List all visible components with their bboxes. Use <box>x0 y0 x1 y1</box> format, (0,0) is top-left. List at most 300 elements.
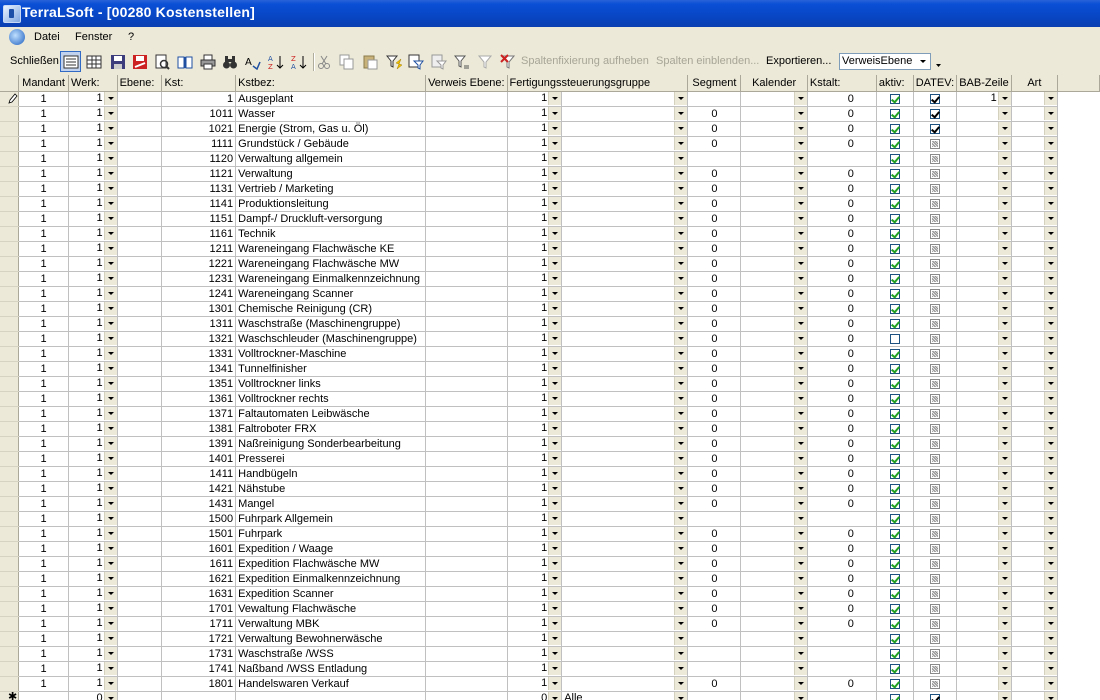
chevron-down-icon[interactable] <box>548 332 561 345</box>
row-selector[interactable] <box>0 482 19 497</box>
chevron-down-icon[interactable] <box>104 377 117 390</box>
cell-kalender[interactable] <box>741 242 808 257</box>
cell-werk[interactable] <box>69 152 118 167</box>
cell-mandant[interactable]: 1 <box>19 287 69 302</box>
datev-checkbox[interactable] <box>930 664 940 674</box>
cell-werk[interactable] <box>69 122 118 137</box>
cell-kstbez[interactable]: Handelswaren Verkauf <box>236 677 426 692</box>
row-selector[interactable] <box>0 257 19 272</box>
cell-werk[interactable] <box>69 647 118 662</box>
cell-ebene[interactable] <box>117 152 162 167</box>
cell-art[interactable] <box>1011 662 1057 677</box>
cell-mandant[interactable]: 1 <box>19 512 69 527</box>
chevron-down-icon[interactable] <box>794 557 807 570</box>
chevron-down-icon[interactable] <box>104 422 117 435</box>
cell-kstbez[interactable]: Tunnelfinisher <box>236 362 426 377</box>
chevron-down-icon[interactable] <box>794 617 807 630</box>
column-header-werk[interactable]: Werk: <box>69 75 118 92</box>
chevron-down-icon[interactable] <box>794 182 807 195</box>
cell-kalender[interactable] <box>741 272 808 287</box>
cell-aktiv[interactable] <box>876 647 913 662</box>
chevron-down-icon[interactable] <box>674 647 687 660</box>
chevron-down-icon[interactable] <box>794 332 807 345</box>
cell-fert-nr[interactable] <box>507 587 562 602</box>
cell-bab-zeile[interactable] <box>957 257 1012 272</box>
cell-verweis-ebene[interactable] <box>426 497 507 512</box>
chevron-down-icon[interactable] <box>998 242 1011 255</box>
cell-kstalt[interactable]: 0 <box>807 542 876 557</box>
aktiv-checkbox[interactable] <box>890 514 900 524</box>
cell-mandant[interactable]: 1 <box>19 542 69 557</box>
chevron-down-icon[interactable] <box>674 137 687 150</box>
cell-ebene[interactable] <box>117 287 162 302</box>
cell-kstalt[interactable]: 0 <box>807 212 876 227</box>
chevron-down-icon[interactable] <box>1044 107 1057 120</box>
chevron-down-icon[interactable] <box>794 527 807 540</box>
aktiv-checkbox[interactable] <box>890 364 900 374</box>
cell-kstalt[interactable]: 0 <box>807 467 876 482</box>
chevron-down-icon[interactable] <box>674 212 687 225</box>
cell-mandant[interactable] <box>19 692 69 700</box>
cell-kalender[interactable] <box>741 302 808 317</box>
cell-fert-nr[interactable] <box>507 257 562 272</box>
aktiv-checkbox[interactable] <box>890 424 900 434</box>
cell-bab-zeile[interactable] <box>957 122 1012 137</box>
cell-verweis-ebene[interactable] <box>426 347 507 362</box>
cell-kstalt[interactable]: 0 <box>807 437 876 452</box>
row-selector[interactable] <box>0 437 19 452</box>
chevron-down-icon[interactable] <box>548 287 561 300</box>
chevron-down-icon[interactable] <box>1044 602 1057 615</box>
cell-aktiv[interactable] <box>876 452 913 467</box>
cell-datev[interactable] <box>913 197 957 212</box>
cell-fert-group[interactable] <box>562 332 688 347</box>
row-selector[interactable] <box>0 242 19 257</box>
row-selector[interactable] <box>0 677 19 692</box>
cell-kstalt[interactable]: 0 <box>807 137 876 152</box>
cell-kalender[interactable] <box>741 437 808 452</box>
chevron-down-icon[interactable] <box>794 632 807 645</box>
aktiv-checkbox[interactable] <box>890 184 900 194</box>
chevron-down-icon[interactable] <box>998 362 1011 375</box>
cell-mandant[interactable]: 1 <box>19 497 69 512</box>
cell-fert-group[interactable] <box>562 602 688 617</box>
datev-checkbox[interactable] <box>930 109 940 119</box>
datev-checkbox[interactable] <box>930 499 940 509</box>
cell-fert-nr[interactable] <box>507 572 562 587</box>
chevron-down-icon[interactable] <box>674 242 687 255</box>
chevron-down-icon[interactable] <box>1044 257 1057 270</box>
cell-ebene[interactable] <box>117 587 162 602</box>
cell-ebene[interactable] <box>117 137 162 152</box>
cell-ebene[interactable] <box>117 647 162 662</box>
cell-kalender[interactable] <box>741 182 808 197</box>
chevron-down-icon[interactable] <box>104 227 117 240</box>
cell-fert-group[interactable] <box>562 632 688 647</box>
cell-datev[interactable] <box>913 692 957 700</box>
row-selector[interactable] <box>0 572 19 587</box>
binoculars-icon[interactable] <box>222 54 238 70</box>
cell-mandant[interactable]: 1 <box>19 347 69 362</box>
table-row[interactable] <box>0 287 1100 302</box>
chevron-down-icon[interactable] <box>794 287 807 300</box>
cell-fert-group[interactable] <box>562 392 688 407</box>
datev-checkbox[interactable] <box>930 154 940 164</box>
cell-fert-nr[interactable] <box>507 182 562 197</box>
chevron-down-icon[interactable] <box>998 527 1011 540</box>
row-selector[interactable] <box>0 212 19 227</box>
cell-kstalt[interactable]: 0 <box>807 617 876 632</box>
cell-fert-nr[interactable] <box>507 692 562 700</box>
toolbar-overflow-icon[interactable] <box>935 58 942 68</box>
cell-fert-group[interactable] <box>562 242 688 257</box>
cell-bab-zeile[interactable] <box>957 647 1012 662</box>
cell-kstalt[interactable] <box>807 647 876 662</box>
cell-fert-group[interactable] <box>562 257 688 272</box>
cell-werk[interactable] <box>69 182 118 197</box>
cell-segment[interactable]: 0 <box>688 242 741 257</box>
cell-segment[interactable]: 0 <box>688 482 741 497</box>
cell-fert-group[interactable] <box>562 557 688 572</box>
cell-fert-nr[interactable] <box>507 362 562 377</box>
chevron-down-icon[interactable] <box>1044 137 1057 150</box>
chevron-down-icon[interactable] <box>104 647 117 660</box>
chevron-down-icon[interactable] <box>548 617 561 630</box>
cell-kst[interactable]: 1311 <box>162 317 236 332</box>
row-selector[interactable] <box>0 347 19 362</box>
chevron-down-icon[interactable] <box>674 122 687 135</box>
cell-mandant[interactable]: 1 <box>19 152 69 167</box>
table-row[interactable] <box>0 167 1100 182</box>
cell-mandant[interactable]: 1 <box>19 572 69 587</box>
datev-checkbox[interactable] <box>930 619 940 629</box>
chevron-down-icon[interactable] <box>104 302 117 315</box>
chevron-down-icon[interactable] <box>998 692 1011 700</box>
cell-aktiv[interactable] <box>876 677 913 692</box>
cell-kstbez[interactable]: Naßreinigung Sonderbearbeitung <box>236 437 426 452</box>
cell-kstbez[interactable]: Wasser <box>236 107 426 122</box>
chevron-down-icon[interactable] <box>1044 527 1057 540</box>
cell-bab-zeile[interactable] <box>957 92 1012 107</box>
datev-checkbox[interactable] <box>930 634 940 644</box>
chevron-down-icon[interactable] <box>998 587 1011 600</box>
chevron-down-icon[interactable] <box>674 557 687 570</box>
cell-aktiv[interactable] <box>876 287 913 302</box>
chevron-down-icon[interactable] <box>998 332 1011 345</box>
cell-datev[interactable] <box>913 182 957 197</box>
aktiv-checkbox[interactable] <box>890 94 900 104</box>
chevron-down-icon[interactable] <box>548 497 561 510</box>
cell-fert-nr[interactable] <box>507 452 562 467</box>
column-header-kalender[interactable]: Kalender <box>741 75 808 92</box>
cell-kstalt[interactable]: 0 <box>807 332 876 347</box>
chevron-down-icon[interactable] <box>674 272 687 285</box>
cell-aktiv[interactable] <box>876 572 913 587</box>
cell-art[interactable] <box>1011 257 1057 272</box>
cell-fert-nr[interactable] <box>507 662 562 677</box>
chevron-down-icon[interactable] <box>548 632 561 645</box>
chevron-down-icon[interactable] <box>104 662 117 675</box>
cell-mandant[interactable]: 1 <box>19 92 69 107</box>
cell-werk[interactable] <box>69 197 118 212</box>
chevron-down-icon[interactable] <box>548 167 561 180</box>
chevron-down-icon[interactable] <box>998 167 1011 180</box>
cell-segment[interactable]: 0 <box>688 317 741 332</box>
cell-segment[interactable]: 0 <box>688 557 741 572</box>
datev-checkbox[interactable] <box>930 229 940 239</box>
chevron-down-icon[interactable] <box>674 497 687 510</box>
menu-datei[interactable]: Datei <box>34 31 60 43</box>
cell-bab-zeile[interactable] <box>957 347 1012 362</box>
cell-kst[interactable]: 1371 <box>162 407 236 422</box>
cell-art[interactable] <box>1011 392 1057 407</box>
chevron-down-icon[interactable] <box>1044 662 1057 675</box>
cell-mandant[interactable]: 1 <box>19 557 69 572</box>
cell-segment[interactable]: 0 <box>688 257 741 272</box>
chevron-down-icon[interactable] <box>998 227 1011 240</box>
cell-kstalt[interactable]: 0 <box>807 527 876 542</box>
chevron-down-icon[interactable] <box>548 347 561 360</box>
cell-segment[interactable]: 0 <box>688 407 741 422</box>
chevron-down-icon[interactable] <box>794 272 807 285</box>
cell-fert-nr[interactable] <box>507 197 562 212</box>
cell-art[interactable] <box>1011 452 1057 467</box>
datev-checkbox[interactable] <box>930 169 940 179</box>
cell-kalender[interactable] <box>741 572 808 587</box>
chevron-down-icon[interactable] <box>794 317 807 330</box>
datev-checkbox[interactable] <box>930 379 940 389</box>
cell-bab-zeile[interactable] <box>957 527 1012 542</box>
cell-aktiv[interactable] <box>876 527 913 542</box>
chevron-down-icon[interactable] <box>548 587 561 600</box>
datev-checkbox[interactable] <box>930 199 940 209</box>
row-selector[interactable] <box>0 302 19 317</box>
cell-kstalt[interactable]: 0 <box>807 197 876 212</box>
column-header-aktiv[interactable]: aktiv: <box>876 75 913 92</box>
aktiv-checkbox[interactable] <box>890 484 900 494</box>
print-preview-icon[interactable] <box>154 54 170 70</box>
cell-segment[interactable] <box>688 512 741 527</box>
aktiv-checkbox[interactable] <box>890 454 900 464</box>
cell-werk[interactable] <box>69 287 118 302</box>
chevron-down-icon[interactable] <box>674 227 687 240</box>
table-row[interactable] <box>0 242 1100 257</box>
table-row[interactable] <box>0 647 1100 662</box>
cell-art[interactable] <box>1011 497 1057 512</box>
cell-aktiv[interactable] <box>876 542 913 557</box>
chevron-down-icon[interactable] <box>548 107 561 120</box>
aktiv-checkbox[interactable] <box>890 169 900 179</box>
chevron-down-icon[interactable] <box>998 257 1011 270</box>
table-row[interactable] <box>0 617 1100 632</box>
cell-werk[interactable] <box>69 542 118 557</box>
chevron-down-icon[interactable] <box>998 302 1011 315</box>
chevron-down-icon[interactable] <box>548 467 561 480</box>
chevron-down-icon[interactable] <box>1044 242 1057 255</box>
aktiv-checkbox[interactable] <box>890 394 900 404</box>
cell-mandant[interactable]: 1 <box>19 422 69 437</box>
cell-kstbez[interactable]: Wareneingang Flachwäsche MW <box>236 257 426 272</box>
cell-kstalt[interactable]: 0 <box>807 287 876 302</box>
chevron-down-icon[interactable] <box>674 392 687 405</box>
cell-kstalt[interactable]: 0 <box>807 362 876 377</box>
cell-werk[interactable] <box>69 422 118 437</box>
chevron-down-icon[interactable] <box>998 662 1011 675</box>
cell-ebene[interactable] <box>117 602 162 617</box>
chevron-down-icon[interactable] <box>548 602 561 615</box>
chevron-down-icon[interactable] <box>1044 497 1057 510</box>
cell-verweis-ebene[interactable] <box>426 377 507 392</box>
cell-fert-nr[interactable] <box>507 302 562 317</box>
cell-kstbez[interactable]: Naßband /WSS Entladung <box>236 662 426 677</box>
cell-mandant[interactable]: 1 <box>19 677 69 692</box>
aktiv-checkbox[interactable] <box>890 529 900 539</box>
chevron-down-icon[interactable] <box>998 467 1011 480</box>
chevron-down-icon[interactable] <box>794 647 807 660</box>
cell-bab-zeile[interactable] <box>957 437 1012 452</box>
cell-werk[interactable] <box>69 677 118 692</box>
chevron-down-icon[interactable] <box>674 347 687 360</box>
cell-fert-group[interactable] <box>562 662 688 677</box>
cell-kstalt[interactable]: 0 <box>807 242 876 257</box>
cell-fert-nr[interactable] <box>507 677 562 692</box>
cell-art[interactable] <box>1011 167 1057 182</box>
cell-segment[interactable] <box>688 662 741 677</box>
row-selector[interactable] <box>0 167 19 182</box>
chevron-down-icon[interactable] <box>998 647 1011 660</box>
aktiv-checkbox[interactable] <box>890 319 900 329</box>
aktiv-checkbox[interactable] <box>890 619 900 629</box>
chevron-down-icon[interactable] <box>794 497 807 510</box>
cell-art[interactable] <box>1011 422 1057 437</box>
cell-verweis-ebene[interactable] <box>426 467 507 482</box>
cell-kstalt[interactable]: 0 <box>807 422 876 437</box>
cell-segment[interactable]: 0 <box>688 107 741 122</box>
aktiv-checkbox[interactable] <box>890 409 900 419</box>
cell-art[interactable] <box>1011 557 1057 572</box>
cell-mandant[interactable]: 1 <box>19 137 69 152</box>
cell-kst[interactable]: 1741 <box>162 662 236 677</box>
cell-fert-group[interactable] <box>562 647 688 662</box>
cell-bab-zeile[interactable] <box>957 302 1012 317</box>
chevron-down-icon[interactable] <box>674 167 687 180</box>
cell-aktiv[interactable] <box>876 122 913 137</box>
cell-segment[interactable]: 0 <box>688 302 741 317</box>
cell-datev[interactable] <box>913 332 957 347</box>
cell-kst[interactable]: 1341 <box>162 362 236 377</box>
table-row[interactable] <box>0 677 1100 692</box>
cell-fert-group[interactable] <box>562 272 688 287</box>
cell-werk[interactable] <box>69 527 118 542</box>
cell-art[interactable] <box>1011 227 1057 242</box>
chevron-down-icon[interactable] <box>998 347 1011 360</box>
row-selector[interactable] <box>0 617 19 632</box>
cell-bab-zeile[interactable] <box>957 317 1012 332</box>
datev-checkbox[interactable] <box>930 394 940 404</box>
column-header-mandant[interactable]: Mandant <box>19 75 69 92</box>
chevron-down-icon[interactable] <box>794 572 807 585</box>
chevron-down-icon[interactable] <box>1044 512 1057 525</box>
cell-kalender[interactable] <box>741 122 808 137</box>
cell-fert-nr[interactable] <box>507 632 562 647</box>
cell-fert-nr[interactable] <box>507 542 562 557</box>
cell-fert-group[interactable] <box>562 377 688 392</box>
cell-kst[interactable]: 1120 <box>162 152 236 167</box>
cell-kalender[interactable] <box>741 212 808 227</box>
cell-bab-zeile[interactable] <box>957 512 1012 527</box>
cell-art[interactable] <box>1011 197 1057 212</box>
cell-kstalt[interactable]: 0 <box>807 92 876 107</box>
cell-kstbez[interactable]: Produktionsleitung <box>236 197 426 212</box>
cell-fert-nr[interactable] <box>507 467 562 482</box>
cell-ebene[interactable] <box>117 497 162 512</box>
chevron-down-icon[interactable] <box>998 572 1011 585</box>
chevron-down-icon[interactable] <box>794 302 807 315</box>
cell-kstalt[interactable] <box>807 632 876 647</box>
chevron-down-icon[interactable] <box>1044 122 1057 135</box>
cell-kst[interactable]: 1611 <box>162 557 236 572</box>
datev-checkbox[interactable] <box>930 244 940 254</box>
cell-segment[interactable]: 0 <box>688 617 741 632</box>
cell-aktiv[interactable] <box>876 182 913 197</box>
cell-art[interactable] <box>1011 482 1057 497</box>
cell-datev[interactable] <box>913 602 957 617</box>
chevron-down-icon[interactable] <box>674 377 687 390</box>
cut-icon[interactable] <box>316 54 332 70</box>
aktiv-checkbox[interactable] <box>890 589 900 599</box>
cell-verweis-ebene[interactable] <box>426 542 507 557</box>
cell-segment[interactable]: 0 <box>688 467 741 482</box>
cell-art[interactable] <box>1011 272 1057 287</box>
cell-kstbez[interactable]: Wareneingang Flachwäsche KE <box>236 242 426 257</box>
cell-kst[interactable]: 1801 <box>162 677 236 692</box>
cell-datev[interactable] <box>913 587 957 602</box>
form-view-icon[interactable] <box>63 54 79 70</box>
table-row[interactable] <box>0 497 1100 512</box>
chevron-down-icon[interactable] <box>794 152 807 165</box>
chevron-down-icon[interactable] <box>548 512 561 525</box>
cell-kstalt[interactable] <box>807 692 876 700</box>
cell-ebene[interactable] <box>117 512 162 527</box>
cell-art[interactable] <box>1011 467 1057 482</box>
chevron-down-icon[interactable] <box>104 512 117 525</box>
cell-kalender[interactable] <box>741 377 808 392</box>
cell-kst[interactable]: 1711 <box>162 617 236 632</box>
aktiv-checkbox[interactable] <box>890 604 900 614</box>
chevron-down-icon[interactable] <box>998 212 1011 225</box>
cell-kstalt[interactable]: 0 <box>807 452 876 467</box>
table-row[interactable] <box>0 542 1100 557</box>
cell-mandant[interactable]: 1 <box>19 632 69 647</box>
chevron-down-icon[interactable] <box>1044 362 1057 375</box>
cell-kstbez[interactable]: Waschstraße (Maschinengruppe) <box>236 317 426 332</box>
cell-kstbez[interactable]: Expedition / Waage <box>236 542 426 557</box>
cell-kalender[interactable] <box>741 557 808 572</box>
chevron-down-icon[interactable] <box>674 362 687 375</box>
chevron-down-icon[interactable] <box>998 392 1011 405</box>
cell-bab-zeile[interactable] <box>957 137 1012 152</box>
cell-fert-group[interactable] <box>562 422 688 437</box>
aktiv-checkbox[interactable] <box>890 559 900 569</box>
cell-fert-group[interactable] <box>562 497 688 512</box>
cell-werk[interactable] <box>69 362 118 377</box>
cell-verweis-ebene[interactable] <box>426 452 507 467</box>
datev-checkbox[interactable] <box>930 694 940 700</box>
cell-fert-group[interactable] <box>562 197 688 212</box>
cell-aktiv[interactable] <box>876 332 913 347</box>
cell-fert-group[interactable] <box>562 92 688 107</box>
chevron-down-icon[interactable] <box>104 392 117 405</box>
